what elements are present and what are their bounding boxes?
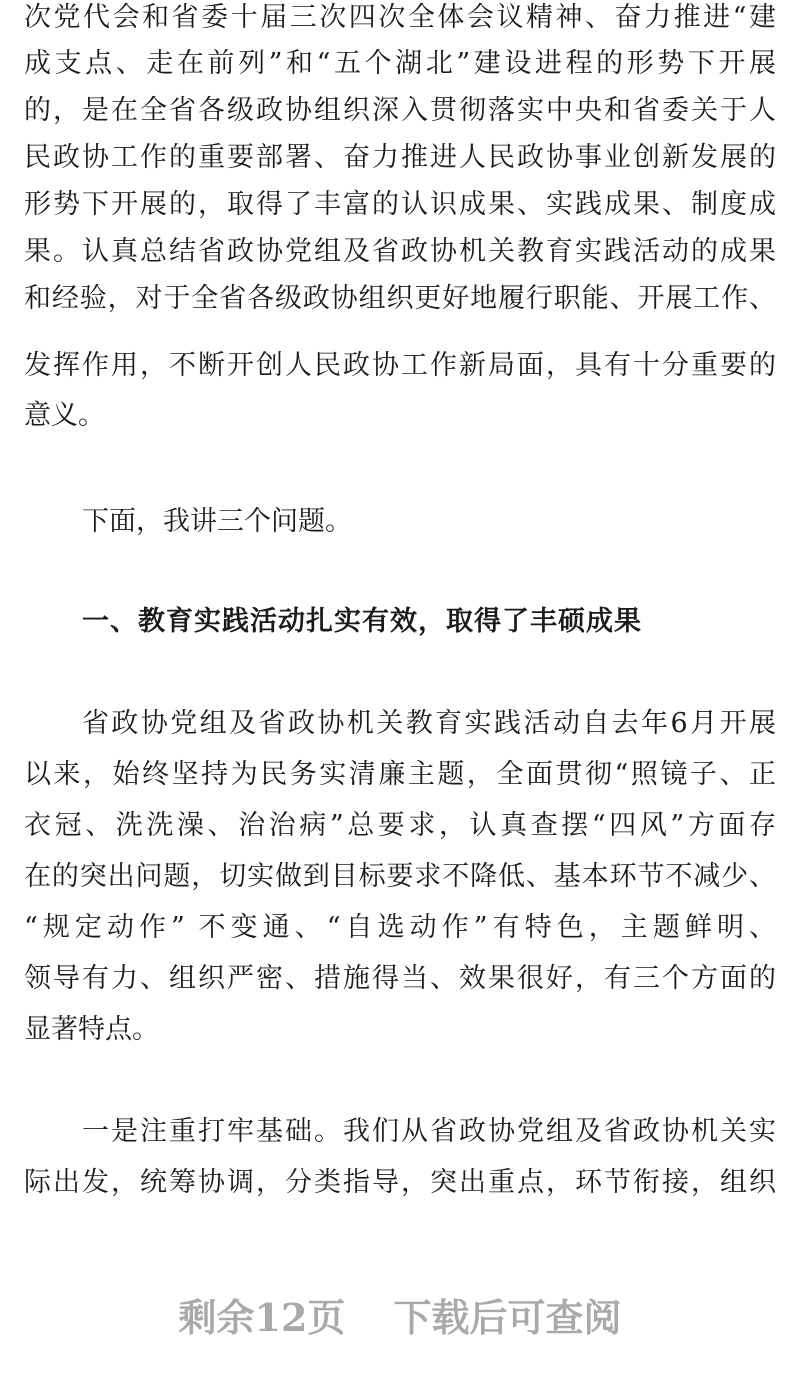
remaining-pages-label: 剩余12页 [178, 1295, 346, 1340]
paragraph-line: 民政协工作的重要部署、奋力推进人民政协事业创新发展的 [24, 142, 776, 173]
paragraph-line: 和经验，对于全省各级政协组织更好地履行职能、开展工作、 [24, 283, 776, 314]
download-banner[interactable] [0, 1290, 800, 1346]
paragraph-line: 形势下开展的，取得了丰富的认识成果、实践成果、制度成 [24, 189, 776, 220]
paragraph-line: 省政协党组及省政协机关教育实践活动自去年6月开展 [82, 708, 776, 739]
paragraph-line: 以来，始终坚持为民务实清廉主题，全面贯彻“照镜子、正 [24, 759, 776, 790]
paragraph-line: 显著特点。 [24, 1014, 159, 1045]
paragraph-line: 衣冠、洗洗澡、治治病”总要求，认真查摆“四风”方面存 [24, 810, 776, 841]
paragraph-line: 次党代会和省委十届三次四次全体会议精神、奋力推进“建 [24, 2, 776, 33]
download-to-view-label: 下载后可查阅 [393, 1295, 622, 1340]
section-heading: 一、教育实践活动扎实有效，取得了丰硕成果 [82, 606, 642, 637]
paragraph-line: 意义。 [24, 400, 105, 431]
paragraph-line: “规定动作” 不变通、“自选动作”有特色，主题鲜明、 [24, 912, 776, 943]
paragraph-line: 在的突出问题，切实做到目标要求不降低、基本环节不减少、 [24, 861, 776, 892]
paragraph-line: 果。认真总结省政协党组及省政协机关教育实践活动的成果 [24, 236, 776, 267]
paragraph-line: 的，是在全省各级政协组织深入贯彻落实中央和省委关于人 [24, 95, 776, 126]
paragraph-line: 下面，我讲三个问题。 [82, 506, 352, 537]
paragraph-line: 发挥作用，不断开创人民政协工作新局面，具有十分重要的 [24, 350, 776, 381]
paragraph-line: 际出发，统筹协调，分类指导，突出重点，环节衔接，组织 [24, 1167, 776, 1198]
paragraph-line: 一是注重打牢基础。我们从省政协党组及省政协机关实 [82, 1116, 776, 1147]
paragraph-line: 成支点、走在前列”和“五个湖北”建设进程的形势下开展 [24, 48, 776, 79]
paragraph-line: 领导有力、组织严密、措施得当、效果很好，有三个方面的 [24, 963, 776, 994]
